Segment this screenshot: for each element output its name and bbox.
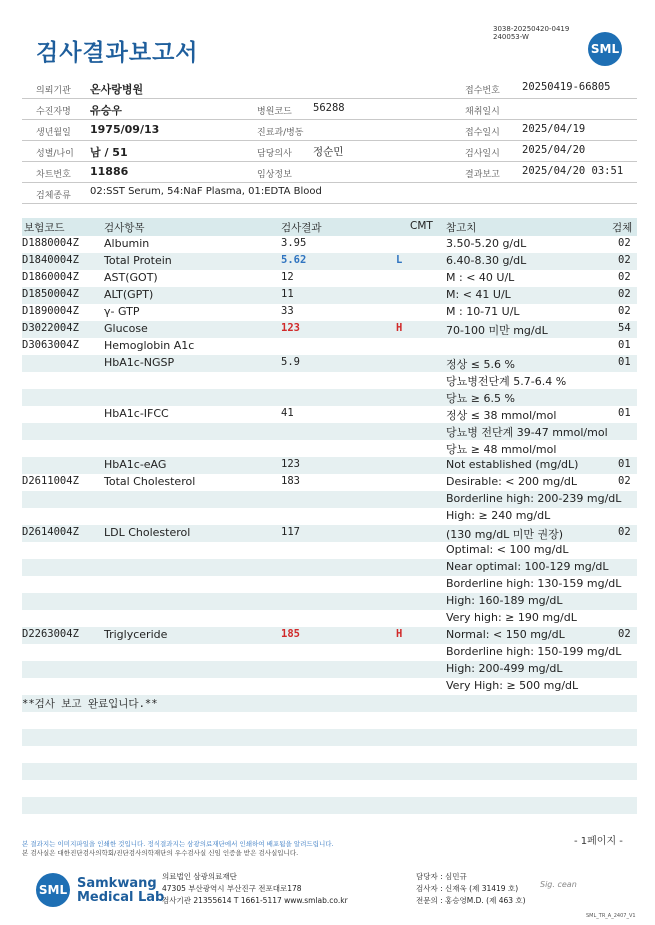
cell-specimen: 02 xyxy=(618,475,631,487)
hospital-code-value: 56288 xyxy=(313,102,345,114)
table-row xyxy=(22,406,637,423)
cell-item: HbA1c-NGSP xyxy=(104,356,175,369)
cell-item: Albumin xyxy=(104,237,150,250)
cell-item: HbA1c-IFCC xyxy=(104,407,169,420)
cell-code: D3063004Z xyxy=(22,339,79,351)
table-row xyxy=(22,372,637,389)
table-row xyxy=(22,644,637,661)
cell-specimen: 02 xyxy=(618,288,631,300)
table-row xyxy=(22,389,637,406)
cell-reference: 당뇨병 전단계 39-47 mmol/mol xyxy=(446,426,608,439)
cell-reference: (130 mg/dL 미만 권장) xyxy=(446,528,564,541)
receipt-no-label: 접수번호 xyxy=(465,86,500,96)
document-id-line2: 240053-W xyxy=(493,33,529,41)
cell-code: D1890004Z xyxy=(22,305,79,317)
table-row xyxy=(22,355,637,372)
cell-reference: 6.40-8.30 g/dL xyxy=(446,254,527,267)
info-row xyxy=(22,99,637,120)
document-id-line1: 3038-20250420-0419 xyxy=(493,25,570,33)
table-row xyxy=(22,525,637,542)
cell-result: 185 xyxy=(281,628,300,640)
cell-reference: Borderline high: 130-159 mg/dL xyxy=(446,577,622,590)
table-row xyxy=(22,338,637,355)
cell-code: **검사 보고 완료입니다.** xyxy=(22,698,158,710)
cell-result: 5.9 xyxy=(281,356,300,368)
table-row xyxy=(22,304,637,321)
sml-logo: SML xyxy=(588,32,622,66)
chart-label: 차트번호 xyxy=(36,170,71,180)
cell-result: 41 xyxy=(281,407,294,419)
info-row xyxy=(22,78,637,99)
header-item: 검사항목 xyxy=(104,222,145,234)
cell-result: 33 xyxy=(281,305,294,317)
table-row xyxy=(22,729,637,746)
info-row xyxy=(22,183,637,204)
table-row xyxy=(22,270,637,287)
cell-reference: M: < 41 U/L xyxy=(446,288,511,301)
table-row xyxy=(22,712,637,729)
collect-date-label: 채취일시 xyxy=(465,107,500,117)
cell-reference: 당뇨 ≥ 48 mmol/mol xyxy=(446,443,557,456)
cell-reference: 당뇨병전단계 5.7-6.4 % xyxy=(446,375,567,388)
cell-item: Total Protein xyxy=(104,254,172,267)
org-line1: 의료법인 삼광의료재단 xyxy=(162,872,237,881)
cell-flag: H xyxy=(396,322,403,334)
doctor-value: 정순민 xyxy=(313,146,344,158)
signature: Sig. cean xyxy=(540,880,577,889)
report-date-value: 2025/04/20 03:51 xyxy=(522,165,624,177)
table-row xyxy=(22,236,637,253)
cell-code: D2263004Z xyxy=(22,628,79,640)
cell-item: Total Cholesterol xyxy=(104,475,196,488)
cell-specimen: 02 xyxy=(618,237,631,249)
staff-line3: 전문의 : 홍승영M.D. (제 463 호) xyxy=(416,896,526,905)
patient-label: 수진자명 xyxy=(36,107,71,117)
footnote-line2: 본 검사실은 대한진단검사의학회/진단검사의학재단의 우수검사실 신임 인증을 받은 검사실입니다. xyxy=(22,849,299,857)
dept-label: 진료과/병동 xyxy=(257,128,304,138)
cell-code: D1850004Z xyxy=(22,288,79,300)
staff-line2: 검사자 : 신재욱 (제 31419 호) xyxy=(416,884,519,893)
cell-reference: High: ≥ 240 mg/dL xyxy=(446,509,551,522)
footnote-line1: 본 결과지는 이미지파일을 인쇄한 것입니다. 정식결과지는 삼광의료재단에서 인쇄하여 배포됨을 알려드립니다. xyxy=(22,840,334,848)
info-row xyxy=(22,120,637,141)
cell-result: 123 xyxy=(281,322,300,334)
cell-code: D1880004Z xyxy=(22,237,79,249)
institution-value: 온사랑병원 xyxy=(90,83,144,96)
receipt-no-value: 20250419-66805 xyxy=(522,81,611,93)
table-row xyxy=(22,695,637,712)
cell-result: 3.95 xyxy=(281,237,307,249)
header-reference: 참고치 xyxy=(446,222,477,234)
brand-name xyxy=(77,877,164,905)
cell-reference: M : 10-71 U/L xyxy=(446,305,520,318)
cell-result: 11 xyxy=(281,288,294,300)
cell-reference: High: 160-189 mg/dL xyxy=(446,594,563,607)
cell-result: 117 xyxy=(281,526,300,538)
cell-reference: 3.50-5.20 g/dL xyxy=(446,237,527,250)
patient-value: 유승우 xyxy=(90,104,122,117)
cell-reference: 정상 ≤ 38 mmol/mol xyxy=(446,409,557,422)
table-row xyxy=(22,661,637,678)
cell-reference: Very high: ≥ 190 mg/dL xyxy=(446,611,577,624)
cell-item: HbA1c-eAG xyxy=(104,458,167,471)
cell-code: D1840004Z xyxy=(22,254,79,266)
cell-code: D2614004Z xyxy=(22,526,79,538)
table-row xyxy=(22,423,637,440)
doctor-label: 담당의사 xyxy=(257,149,292,159)
table-row xyxy=(22,253,637,270)
cell-item: ALT(GPT) xyxy=(104,288,154,301)
cell-result: 183 xyxy=(281,475,300,487)
cell-item: Hemoglobin A1c xyxy=(104,339,195,352)
cell-reference: 당뇨 ≥ 6.5 % xyxy=(446,392,515,405)
org-line3: 검사기관 21355614 T 1661-5117 www.smlab.co.kr xyxy=(162,896,348,905)
hospital-code-label: 병원코드 xyxy=(257,107,292,117)
cell-reference: Not established (mg/dL) xyxy=(446,458,579,471)
cell-item: Triglyceride xyxy=(104,628,168,641)
cell-reference: Desirable: < 200 mg/dL xyxy=(446,475,578,488)
cell-code: D2611004Z xyxy=(22,475,79,487)
footnote xyxy=(22,840,442,858)
table-row xyxy=(22,440,637,457)
table-row xyxy=(22,678,637,695)
cell-reference: Optimal: < 100 mg/dL xyxy=(446,543,569,556)
cell-specimen: 02 xyxy=(618,628,631,640)
document-id xyxy=(493,25,583,41)
cell-reference: 정상 ≤ 5.6 % xyxy=(446,358,515,371)
sex-age-label: 성별/나이 xyxy=(36,149,74,159)
table-row xyxy=(22,780,637,797)
test-date-label: 검사일시 xyxy=(465,149,500,159)
table-row xyxy=(22,559,637,576)
cell-result: 12 xyxy=(281,271,294,283)
header-specimen: 검체 xyxy=(612,222,633,234)
staff-info xyxy=(416,871,526,907)
table-row xyxy=(22,576,637,593)
cell-reference: 70-100 미만 mg/dL xyxy=(446,324,548,337)
table-row xyxy=(22,321,637,338)
cell-result: 5.62 xyxy=(281,254,307,266)
cell-item: γ- GTP xyxy=(104,305,140,318)
table-row xyxy=(22,797,637,814)
cell-reference: Borderline high: 200-239 mg/dL xyxy=(446,492,622,505)
report-date-label: 결과보고 xyxy=(465,170,500,180)
info-row xyxy=(22,141,637,162)
table-row xyxy=(22,491,637,508)
form-code: SML_TR_A_2407_V1 xyxy=(586,913,636,919)
table-row xyxy=(22,287,637,304)
cell-specimen: 01 xyxy=(618,458,631,470)
cell-specimen: 02 xyxy=(618,254,631,266)
table-row xyxy=(22,610,637,627)
table-row xyxy=(22,474,637,491)
chart-value: 11886 xyxy=(90,165,129,178)
table-row xyxy=(22,763,637,780)
cell-reference: M : < 40 U/L xyxy=(446,271,515,284)
cell-item: AST(GOT) xyxy=(104,271,158,284)
cell-specimen: 02 xyxy=(618,271,631,283)
specimen-value: 02:SST Serum, 54:NaF Plasma, 01:EDTA Blood xyxy=(90,186,322,197)
header-cmt: CMT xyxy=(410,220,433,232)
cell-flag: L xyxy=(396,254,403,266)
cell-specimen: 01 xyxy=(618,356,631,368)
cell-item: Glucose xyxy=(104,322,148,335)
cell-reference: Very High: ≥ 500 mg/dL xyxy=(446,679,579,692)
results-table-header xyxy=(22,218,637,236)
specimen-label: 검체종류 xyxy=(36,191,71,201)
receipt-date-label: 접수일시 xyxy=(465,128,500,138)
test-date-value: 2025/04/20 xyxy=(522,144,586,156)
cell-flag: H xyxy=(396,628,403,640)
sml-logo-footer: SML xyxy=(36,873,70,907)
table-row xyxy=(22,627,637,644)
cell-code: D3022004Z xyxy=(22,322,79,334)
cell-specimen: 54 xyxy=(618,322,631,334)
clinical-label: 임상정보 xyxy=(257,170,292,180)
table-row xyxy=(22,593,637,610)
info-row xyxy=(22,162,637,183)
cell-reference: Normal: < 150 mg/dL xyxy=(446,628,565,641)
receipt-date-value: 2025/04/19 xyxy=(522,123,586,135)
org-line2: 47305 부산광역시 부산진구 전포대로178 xyxy=(162,884,302,893)
cell-code: D1860004Z xyxy=(22,271,79,283)
table-row xyxy=(22,508,637,525)
brand-line1: Samkwang xyxy=(77,876,157,891)
sex-age-value: 남 / 51 xyxy=(90,146,128,159)
cell-item: LDL Cholesterol xyxy=(104,526,191,539)
institution-label: 의뢰기관 xyxy=(36,86,71,96)
cell-specimen: 01 xyxy=(618,339,631,351)
table-row xyxy=(22,746,637,763)
table-row xyxy=(22,542,637,559)
cell-reference: Near optimal: 100-129 mg/dL xyxy=(446,560,609,573)
brand-line2: Medical Lab xyxy=(77,890,165,905)
table-row xyxy=(22,457,637,474)
cell-reference: High: 200-499 mg/dL xyxy=(446,662,563,675)
page-title: 검사결과보고서 xyxy=(36,40,199,66)
page-number: - 1페이지 - xyxy=(574,836,623,847)
header-result: 검사결과 xyxy=(281,222,322,234)
staff-line1: 담당자 : 심민규 xyxy=(416,872,467,881)
dob-value: 1975/09/13 xyxy=(90,123,160,136)
dob-label: 생년월일 xyxy=(36,128,71,138)
cell-result: 123 xyxy=(281,458,300,470)
cell-specimen: 02 xyxy=(618,526,631,538)
cell-reference: Borderline high: 150-199 mg/dL xyxy=(446,645,622,658)
organization-info xyxy=(162,871,348,907)
cell-specimen: 01 xyxy=(618,407,631,419)
header-code: 보험코드 xyxy=(24,222,65,234)
cell-specimen: 02 xyxy=(618,305,631,317)
